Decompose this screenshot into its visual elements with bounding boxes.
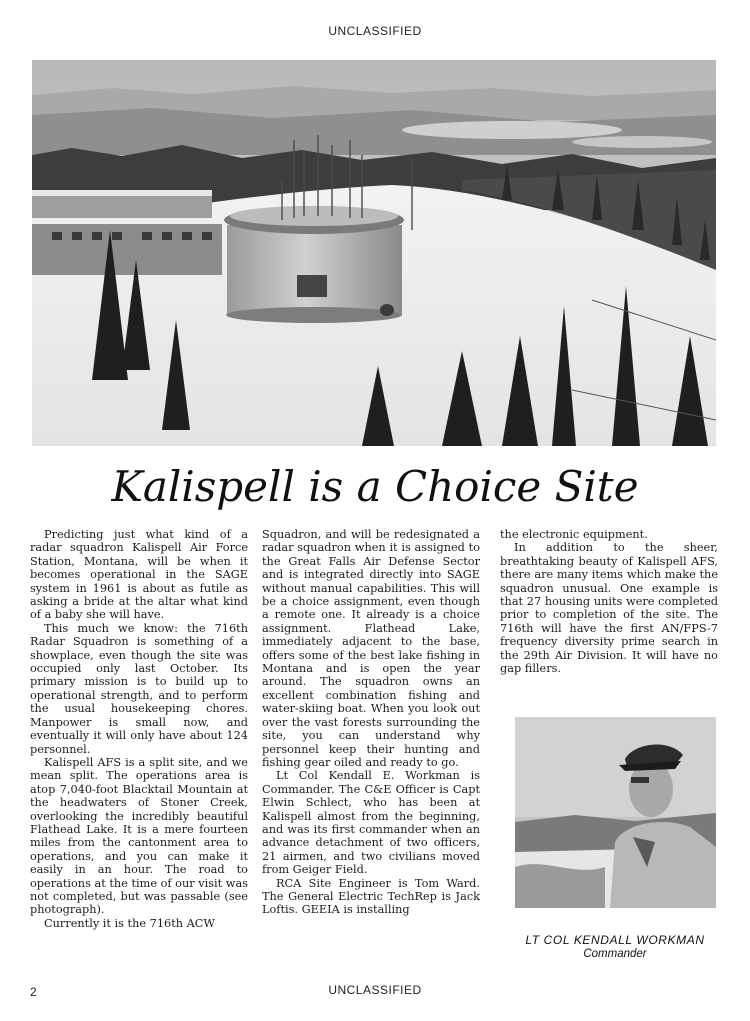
article-paragraph: Kalispell AFS is a split site, and we mean split. The operations area is atop 7,040-foot Blacktail Mountain at the headwaters of Stoner Creek, overlooking the incredibly beautiful Flathead Lake. It is a mere fourteen miles from the cantonment area to operations, and you can make it easily in an hour. The road to operations at the time of our visit was not completed, but was passable (see photograph). [30,755,248,917]
page-number: 2 [30,985,37,999]
article-paragraph: RCA Site Engineer is Tom Ward. The General Electric TechRep is Jack Loftis. GEEIA is installing [262,876,480,917]
article-column-2 [262,528,480,917]
portrait-caption [500,933,730,960]
caption-name: LT COL KENDALL WORKMAN [525,933,705,947]
caption-title: Commander [583,948,647,960]
classification-marking-bottom: UNCLASSIFIED [328,983,422,997]
article-column-3 [500,528,718,675]
article-paragraph: the electronic equipment. [500,528,648,541]
commander-portrait-photo [515,717,716,908]
article-paragraph: Lt Col Kendall E. Workman is Commander. The C&E Officer is Capt Elwin Schlect, who has been at Kalispell almost from the beginning, and was its first commander when an advance detachment of two officers, 21 airmen, and two civilians moved from Geiger Field. [262,769,480,877]
classification-marking-top: UNCLASSIFIED [328,24,422,38]
article-paragraph: This much we know: the 716th Radar Squadron is something of a showplace, even though the site was occupied only last October. Its primary mission is to build up to operational strength, and to perform the usual housekeeping chores. Manpower is small now, and eventually it will only have about 124 personnel. [30,621,248,756]
article-paragraph: Predicting just what kind of a radar squadron Kalispell Air Force Station, Montana, will be when it becomes operational in the SAGE system in 1961 is about as futile as asking a bride at the altar what kind of a baby she will have. [30,528,248,622]
article-paragraph: Squadron, and will be redesignated a radar squadron when it is assigned to the Great Falls Air Defense Sector and is integrated directly into SAGE without manual capabilities. This will be a choice assignment, even though a remote one. It already is a choice assignment. Flathead Lake, immediately adjacent to the base, offers some of the best lake fishing in Montana and is open the year around. The squadron owns an excellent combination fishing and water-skiing boat. When you look out over the vast forests surrounding the site, you can understand why personnel keep their hunting and fishing gear oiled and ready to go. [262,528,480,769]
article-paragraph: Currently it is the 716th ACW [44,916,216,930]
radar-site-photo [32,60,716,446]
article-paragraph: In addition to the sheer, breathtaking beauty of Kalispell AFS, there are many items which make the squadron unusual. One example is that 27 housing units were completed prior to completion of the site. The 716th will have the first AN/FPS-7 frequency diversity prime search in the 29th Air Division. It will have no gap fillers. [500,541,718,676]
article-column-1 [30,528,248,930]
article-headline: Kalispell is a Choice Site [111,462,639,511]
